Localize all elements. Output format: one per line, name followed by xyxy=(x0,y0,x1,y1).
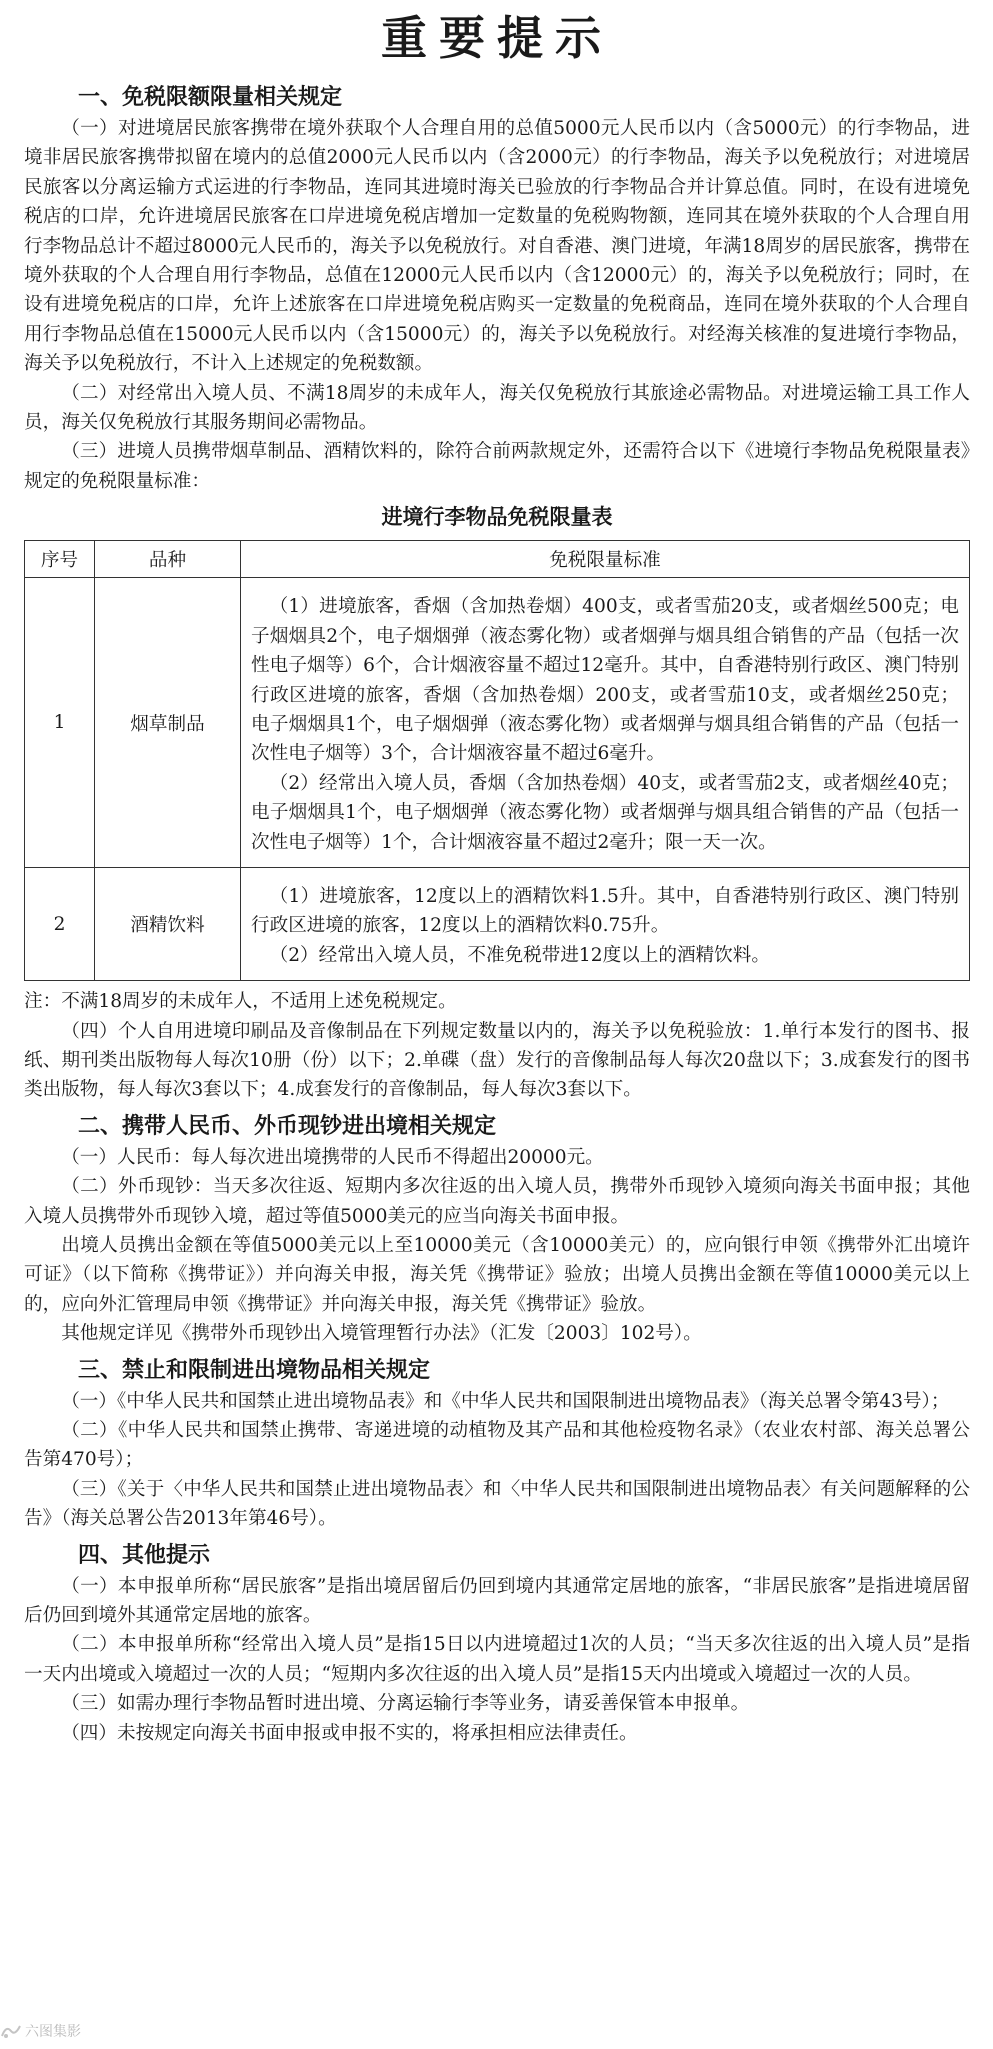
paragraph: （三）进境人员携带烟草制品、酒精饮料的，除符合前两款规定外，还需符合以下《进境行李物品免税限量表》规定的免税限量标准： xyxy=(24,441,970,492)
watermark xyxy=(0,2021,81,2041)
paragraph: （二）本申报单所称“经常出入境人员”是指15日以内进境超过1次的人员；“当天多次往返的出入境人员”是指一天内出境或入境超过一次的人员；“短期内多次往返的出入境人员”是指15天内出境或入境超过一次的人员。 xyxy=(24,1634,970,1685)
paragraph: （四）未按规定向海关书面申报或申报不实的，将承担相应法律责任。 xyxy=(61,1722,638,1744)
paragraph: （一）本申报单所称“居民旅客”是指出境居留后仍回到境内其通常定居地的旅客，“非居民旅客”是指进境居留后仍回到境外其通常定居地的旅客。 xyxy=(24,1575,970,1627)
watermark-text: 六图集影 xyxy=(25,2024,81,2040)
header-limit-standard: 免税限量标准 xyxy=(241,541,970,578)
paragraph: （三）如需办理行李物品暂时进出境、分离运输行李等业务，请妥善保管本申报单。 xyxy=(61,1693,750,1715)
page-title: 重要提示 xyxy=(381,11,613,65)
section-heading-currency: 二、携带人民币、外币现钞进出境相关规定 xyxy=(78,1113,497,1139)
paragraph: 其他规定详见《携带外币现钞出入境管理暂行办法》（汇发〔2003〕102号）。 xyxy=(61,1323,702,1345)
paragraph: （二）《中华人民共和国禁止携带、寄递进境的动植物及其产品和其他检疫物名录》（农业农村部、海关总署公告第470号）； xyxy=(24,1420,970,1471)
paragraph: （一）《中华人民共和国禁止进出境物品表》和《中华人民共和国限制进出境物品表》（海关总署令第43号）； xyxy=(61,1390,950,1412)
row-category: 烟草制品 xyxy=(95,578,241,868)
section-heading-duty-free: 一、免税限额限量相关规定 xyxy=(78,85,343,110)
table-row xyxy=(25,578,970,868)
paragraph: 出境人员携出金额在等值5000美元以上至10000美元（含10000美元）的，应向银行申领《携带外汇出境许可证》（以下简称《携带证》）并向海关申报，海关凭《携带证》验放；出境人员携出金额在等值10000美元以上的，应向外汇管理局申领《携带证》并向海关申报，海关凭《携带证》验放。 xyxy=(24,1235,970,1315)
table-title: 进境行李物品免税限量表 xyxy=(381,505,613,530)
table-header-row xyxy=(25,541,970,578)
standard-item: （2）经常出入境人员，不准免税带进12度以上的酒精饮料。 xyxy=(269,944,770,966)
standard-item: （2）经常出入境人员，香烟（含加热卷烟）40支，或者雪茄2支，或者烟丝40克；电子烟烟具1个，电子烟烟弹（液态雾化物）或者烟弹与烟具组合销售的产品（包括一次性电子烟等）1个，合计烟液容量不超过2毫升；限一天一次。 xyxy=(251,772,959,853)
row-standard xyxy=(241,867,970,980)
duty-free-limits-table xyxy=(24,540,970,981)
standard-item: （1）进境旅客，香烟（含加热卷烟）400支，或者雪茄20支，或者烟丝500克；电子烟烟具2个，电子烟烟弹（液态雾化物）或者烟弹与烟具组合销售的产品（包括一次性电子烟等）6个，合计烟液容量不超过12毫升。其中，自香港特别行政区、澳门特别行政区进境的旅客，香烟（含加热卷烟）200支，或者雪茄10支，或者烟丝250克；电子烟烟具1个，电子烟烟弹（液态雾化物）或者烟弹与烟具组合销售的产品（包括一次性电子烟等）3个，合计烟液容量不超过6毫升。 xyxy=(251,596,959,765)
paragraph: （三）《关于〈中华人民共和国禁止进出境物品表〉和〈中华人民共和国限制进出境物品表〉有关问题解释的公告》（海关总署公告2013年第46号）。 xyxy=(24,1478,970,1530)
row-number: 2 xyxy=(25,867,95,980)
paragraph: （一）人民币：每人每次进出境携带的人民币不得超出20000元。 xyxy=(61,1146,604,1168)
header-number: 序号 xyxy=(25,541,95,578)
row-standard xyxy=(241,578,970,868)
notice-page xyxy=(24,0,970,1748)
section-heading-prohibited: 三、禁止和限制进出境物品相关规定 xyxy=(78,1357,431,1383)
section-heading-other: 四、其他提示 xyxy=(78,1542,211,1568)
row-number: 1 xyxy=(25,578,95,868)
watermark-logo-icon xyxy=(0,2022,22,2040)
paragraph: （二）对经常出入境人员、不满18周岁的未成年人，海关仅免税放行其旅途必需物品。对进境运输工具工作人员，海关仅免税放行其服务期间必需物品。 xyxy=(24,382,970,434)
paragraph: （一）对进境居民旅客携带在境外获取个人合理自用的总值5000元人民币以内（含5000元）的行李物品，进境非居民旅客携带拟留在境内的总值2000元人民币以内（含2000元）的行李物品，海关予以免税放行；对进境居民旅客以分离运输方式运进的行李物品，连同其进境时海关已验放的行李物品合并计算总值。同时，在设有进境免税店的口岸，允许进境居民旅客在口岸进境免税店增加一定数量的免税购物额，连同其在境外获取的个人合理自用行李物品总计不超过8000元人民币的，海关予以免税放行。对自香港、澳门进境，年满18周岁的居民旅客，携带在境外获取的个人合理自用行李物品，总值在12000元人民币以内（含12000元）的，海关予以免税放行；同时，在设有进境免税店的口岸，允许上述旅客在口岸进境免税店购买一定数量的免税商品，连同在境外获取的个人合理自用行李物品总值在15000元人民币以内（含15000元）的，海关予以免税放行。对经海关核准的复进境行李物品，海关予以免税放行，不计入上述规定的免税数额。 xyxy=(24,118,970,375)
row-category: 酒精饮料 xyxy=(95,867,241,980)
paragraph: （四）个人自用进境印刷品及音像制品在下列规定数量以内的，海关予以免税验放：1.单行本发行的图书、报纸、期刊类出版物每人每次10册（份）以下；2.单碟（盘）发行的音像制品每人每次20盘以下；3.成套发行的图书类出版物，每人每次3套以下；4.成套发行的音像制品，每人每次3套以下。 xyxy=(24,1020,970,1101)
table-note: 注：不满18周岁的未成年人，不适用上述免税规定。 xyxy=(24,991,457,1013)
paragraph: （二）外币现钞：当天多次往返、短期内多次往返的出入境人员，携带外币现钞入境须向海关书面申报；其他入境人员携带外币现钞入境，超过等值5000美元的应当向海关书面申报。 xyxy=(24,1176,970,1227)
standard-item: （1）进境旅客，12度以上的酒精饮料1.5升。其中，自香港特别行政区、澳门特别行政区进境的旅客，12度以上的酒精饮料0.75升。 xyxy=(251,885,959,937)
header-category: 品种 xyxy=(95,541,241,578)
table-row xyxy=(25,867,970,980)
